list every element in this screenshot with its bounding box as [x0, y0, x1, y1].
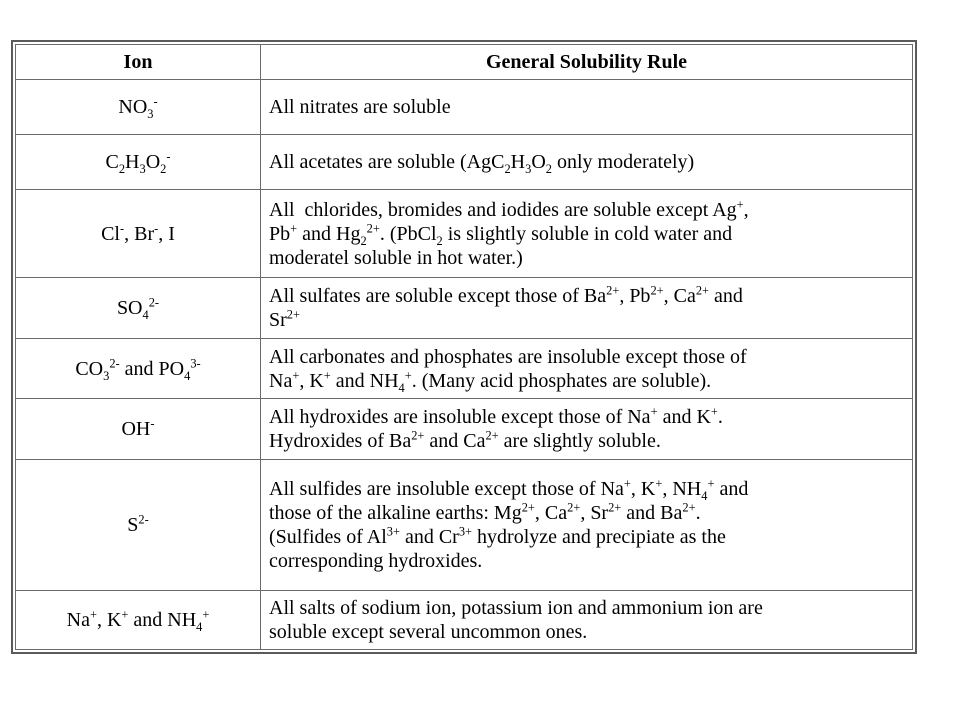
table-row — [16, 459, 913, 590]
ion-cell: $NO_3^-$ — [16, 80, 261, 135]
solubility-rule-cell: All chlorides, bromides and iodides are soluble except Ag+, Pb+ and $Hg_2^{2+}$. (PbCl$_2$ is slightly soluble in cold water and moderatel soluble in hot water.) — [261, 190, 913, 278]
ion-cell: $C_2H_3O_2^-$ — [16, 135, 261, 190]
ion-cell: Na+, K+ and $NH_4^+$ — [16, 590, 261, 649]
solubility-rule-cell: All hydroxides are insoluble except those of Na+ and K+. Hydroxides of $Ba^{2+}$ and $Ca^{2+}$ are slightly soluble. — [261, 398, 913, 459]
table-row — [16, 80, 913, 135]
solubility-rule-cell: All sulfides are insoluble except those of Na+, K+, $NH_4^+$ and those of the alkaline earths: $Mg^{2+}$, $Ca^{2+}$, $Sr^{2+}$ and $Ba^{2+}$. (Sulfides of $Al^{3+}$ and $Cr^{3+}$ hydrolyze and precipiate as the corresponding hydroxides. — [261, 459, 913, 590]
table-row — [16, 590, 913, 649]
solubility-rule-cell: All carbonates and phosphates are insoluble except those of Na+, K+ and $NH_4^+$. (Many acid phosphates are soluble). — [261, 339, 913, 398]
header-general-solubility-rule: General Solubility Rule — [261, 45, 913, 80]
ion-cell: $CO_3^{2-}$ and $PO_4^{3-}$ — [16, 339, 261, 398]
table-row — [16, 278, 913, 339]
ion-cell: Cl-, Br-, I — [16, 190, 261, 278]
header-ion: Ion — [16, 45, 261, 80]
table-row — [16, 339, 913, 398]
table-header-row — [16, 45, 913, 80]
solubility-rule-cell: All salts of sodium ion, potassium ion and ammonium ion are soluble except several uncommon ones. — [261, 590, 913, 649]
table-row — [16, 398, 913, 459]
ion-cell: OH- — [16, 398, 261, 459]
solubility-rule-cell: All nitrates are soluble — [261, 80, 913, 135]
ion-cell: $S^{2-}$ — [16, 459, 261, 590]
table-body — [16, 80, 913, 650]
ion-cell: $SO_4^{2-}$ — [16, 278, 261, 339]
table-row — [16, 190, 913, 278]
solubility-rule-cell: All sulfates are soluble except those of $Ba^{2+}$, $Pb^{2+}$, $Ca^{2+}$ and $Sr^{2+}$ — [261, 278, 913, 339]
solubility-rule-cell: All acetates are soluble ($AgC_2H_3O_2$ only moderately) — [261, 135, 913, 190]
table-row — [16, 135, 913, 190]
solubility-rules-table — [15, 44, 913, 650]
solubility-table-frame — [11, 40, 917, 654]
